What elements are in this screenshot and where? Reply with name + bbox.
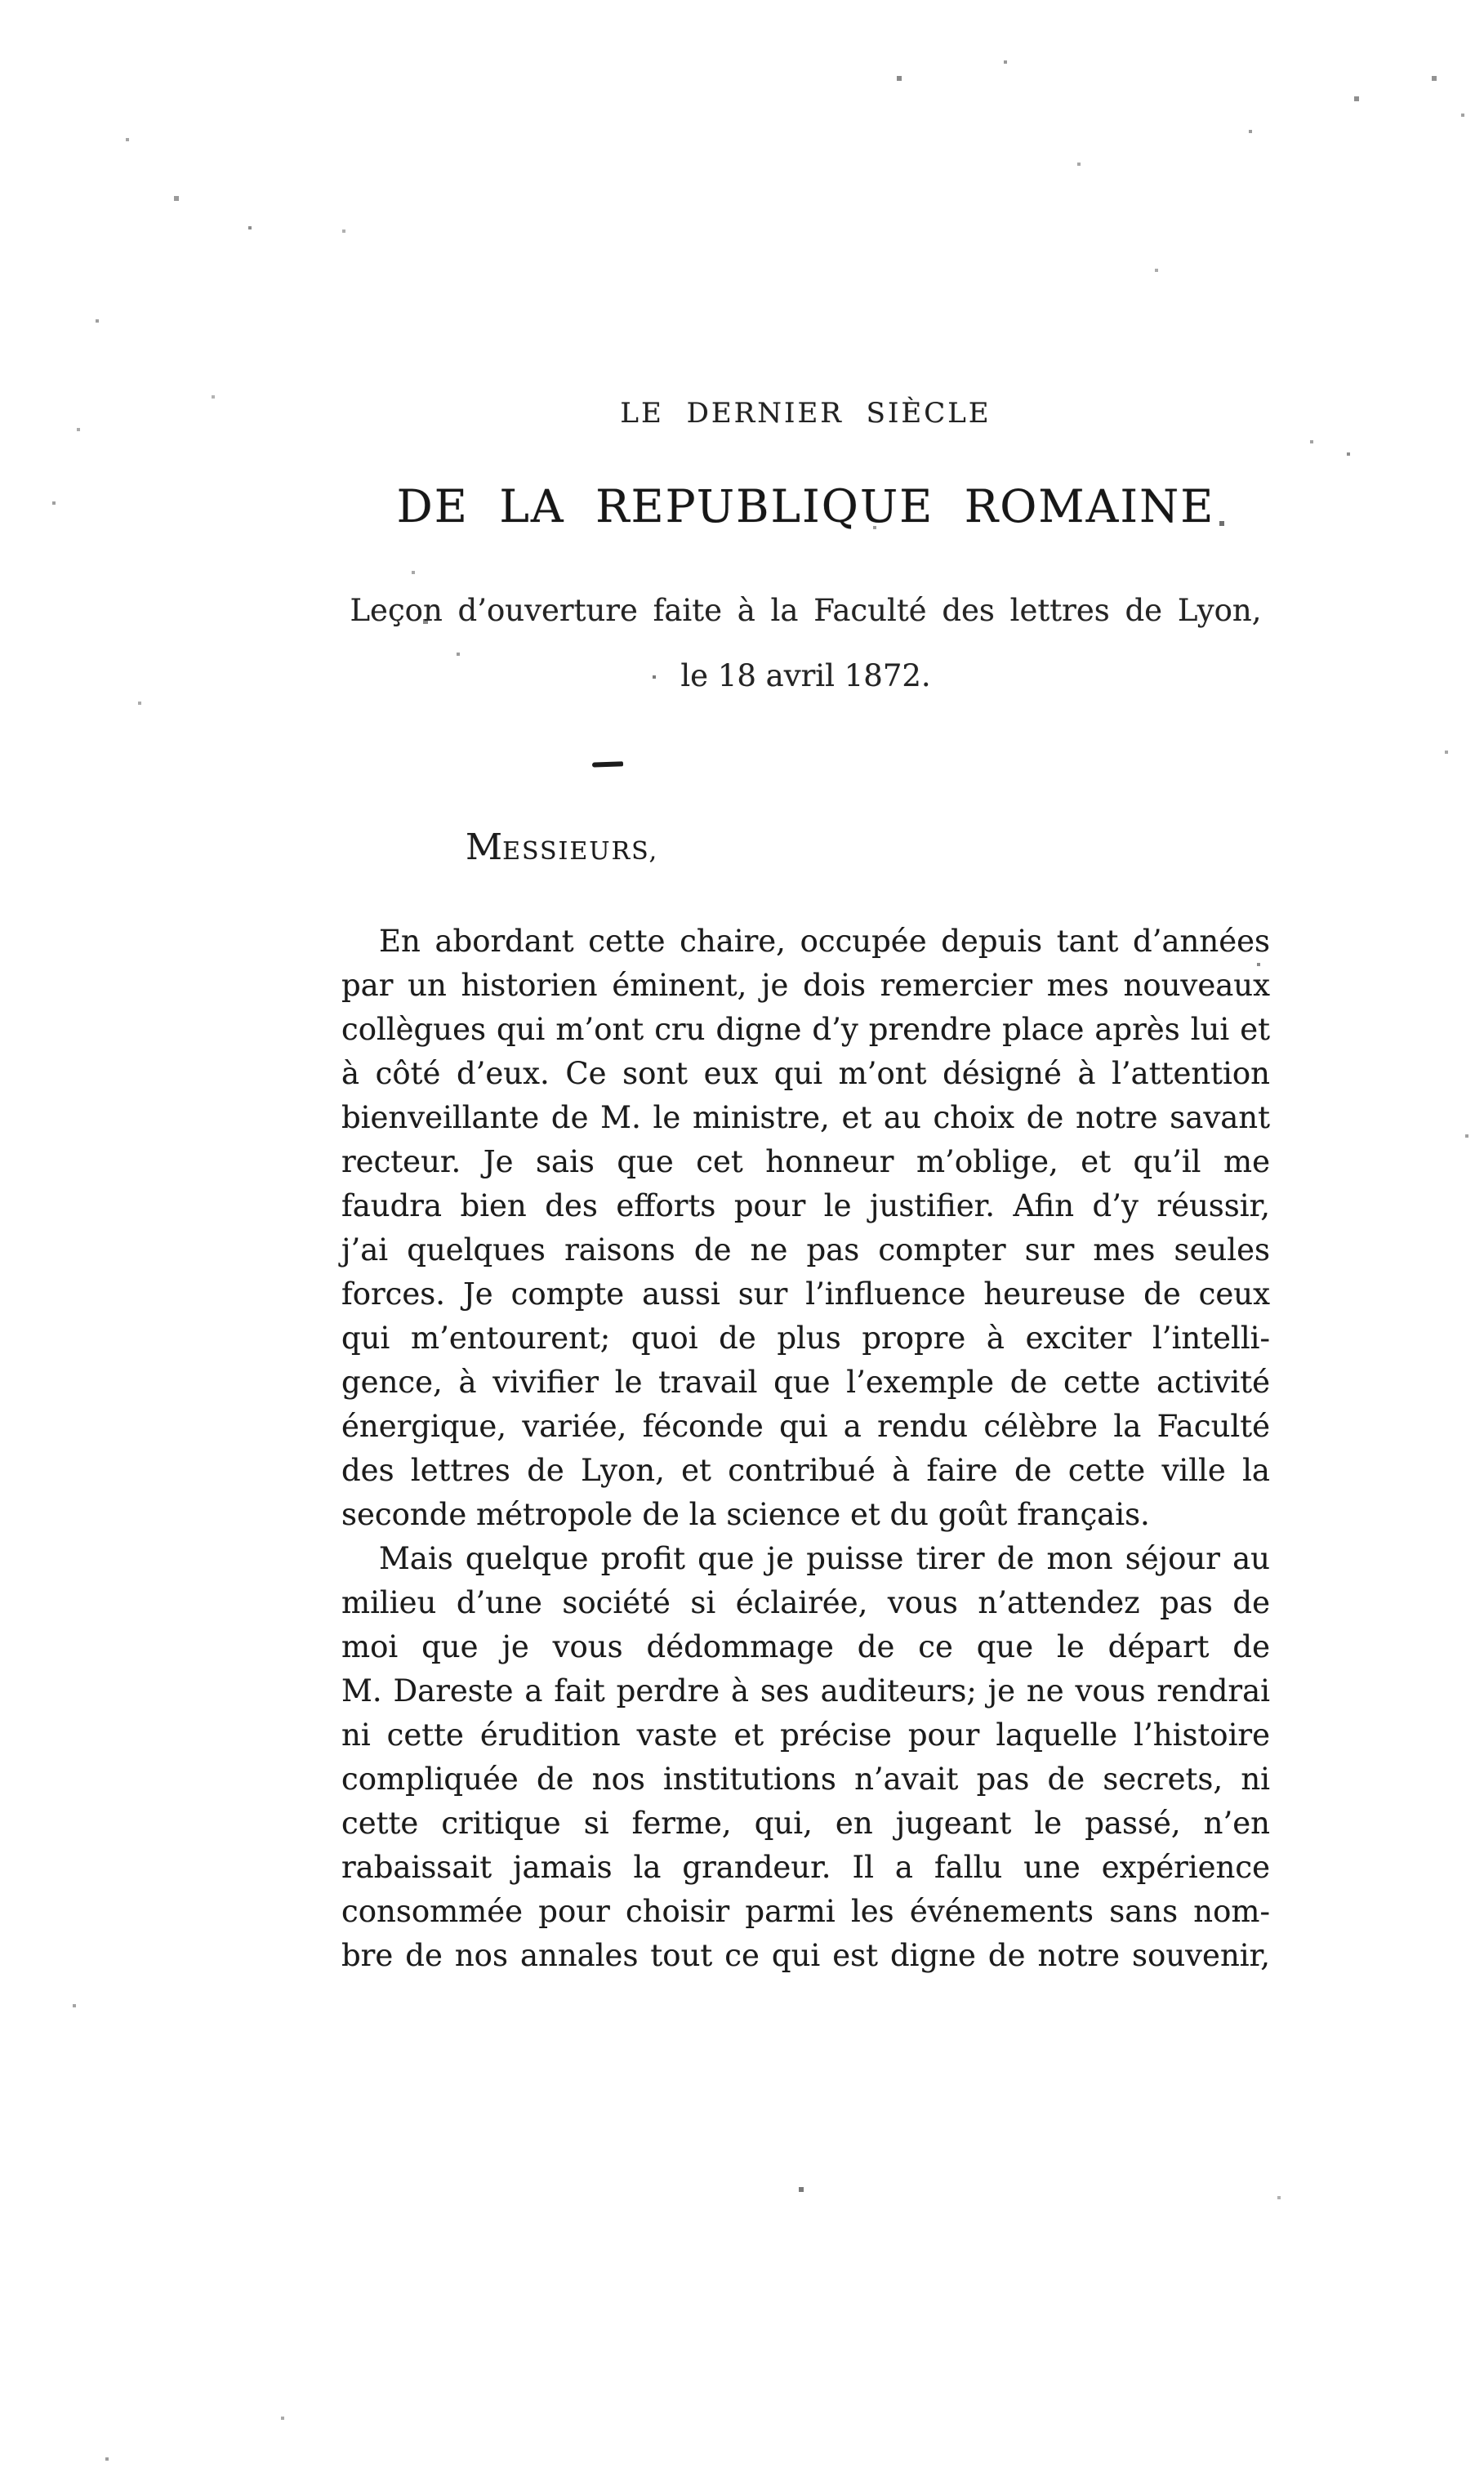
text-line: Mais quelque profit que je puisse tirer de mon séjour au: [379, 1541, 1270, 1576]
lecture-date: le 18 avril 1872.: [680, 658, 931, 693]
text-line: énergique, variée, féconde qui a rendu célèbre la Faculté: [341, 1409, 1270, 1444]
text-line: seconde métropole de la science et du goût français.: [341, 1497, 1150, 1532]
text-line: bienveillante de M. le ministre, et au choix de notre savant: [341, 1100, 1270, 1135]
main-title: DE LA REPUBLIQUE ROMAINE: [396, 480, 1215, 532]
text-line: moi que je vous dédommage de ce que le départ de: [341, 1629, 1270, 1664]
salutation: [466, 826, 658, 868]
text-line: ni cette érudition vaste et précise pour laquelle l’histoire: [341, 1717, 1270, 1753]
text-line: à côté d’eux. Ce sont eux qui m’ont désigné à l’attention: [341, 1056, 1270, 1091]
text-line: consommée pour choisir parmi les événements sans nom-: [341, 1894, 1270, 1929]
text-line: par un historien éminent, je dois remercier mes nouveaux: [341, 968, 1270, 1003]
text-line: recteur. Je sais que cet honneur m’oblige, et qu’il me: [341, 1144, 1270, 1179]
text-line: gence, à vivifier le travail que l’exemple de cette activité: [341, 1365, 1270, 1400]
body-text: [341, 920, 1270, 1978]
text-line: collègues qui m’ont cru digne d’y prendre place après lui et: [341, 1012, 1270, 1047]
text-line: j’ai quelques raisons de ne pas compter sur mes seules: [341, 1232, 1270, 1267]
section-divider-rule: [592, 761, 623, 767]
text-line: compliquée de nos institutions n’avait pas de secrets, ni: [341, 1762, 1270, 1797]
series-title: LE DERNIER SIÈCLE: [620, 397, 992, 430]
text-line: bre de nos annales tout ce qui est digne de notre souvenir,: [341, 1938, 1270, 1973]
text-line: En abordant cette chaire, occupée depuis tant d’années: [379, 924, 1270, 959]
text-line: rabaissait jamais la grandeur. Il a fallu une expérience: [341, 1850, 1270, 1885]
text-line: faudra bien des efforts pour le justifier. Afin d’y réussir,: [341, 1188, 1270, 1223]
salutation-initial: M: [466, 826, 503, 868]
lecture-subtitle: Leçon d’ouverture faite à la Faculté des lettres de Lyon,: [350, 593, 1262, 628]
text-line: M. Dareste a fait perdre à ses auditeurs; je ne vous rendrai: [341, 1673, 1270, 1708]
text-line: cette critique si ferme, qui, en jugeant le passé, n’en: [341, 1806, 1270, 1841]
text-line: qui m’entourent; quoi de plus propre à exciter l’intelli-: [341, 1321, 1270, 1356]
text-line: des lettres de Lyon, et contribué à faire de cette ville la: [341, 1453, 1270, 1488]
salutation-smallcaps: ESSIEURS,: [502, 837, 659, 866]
text-line: milieu d’une société si éclairée, vous n’attendez pas de: [341, 1585, 1270, 1620]
scan-noise-speckles: [0, 0, 2, 2]
text-line: forces. Je compte aussi sur l’influence heureuse de ceux: [341, 1276, 1270, 1312]
